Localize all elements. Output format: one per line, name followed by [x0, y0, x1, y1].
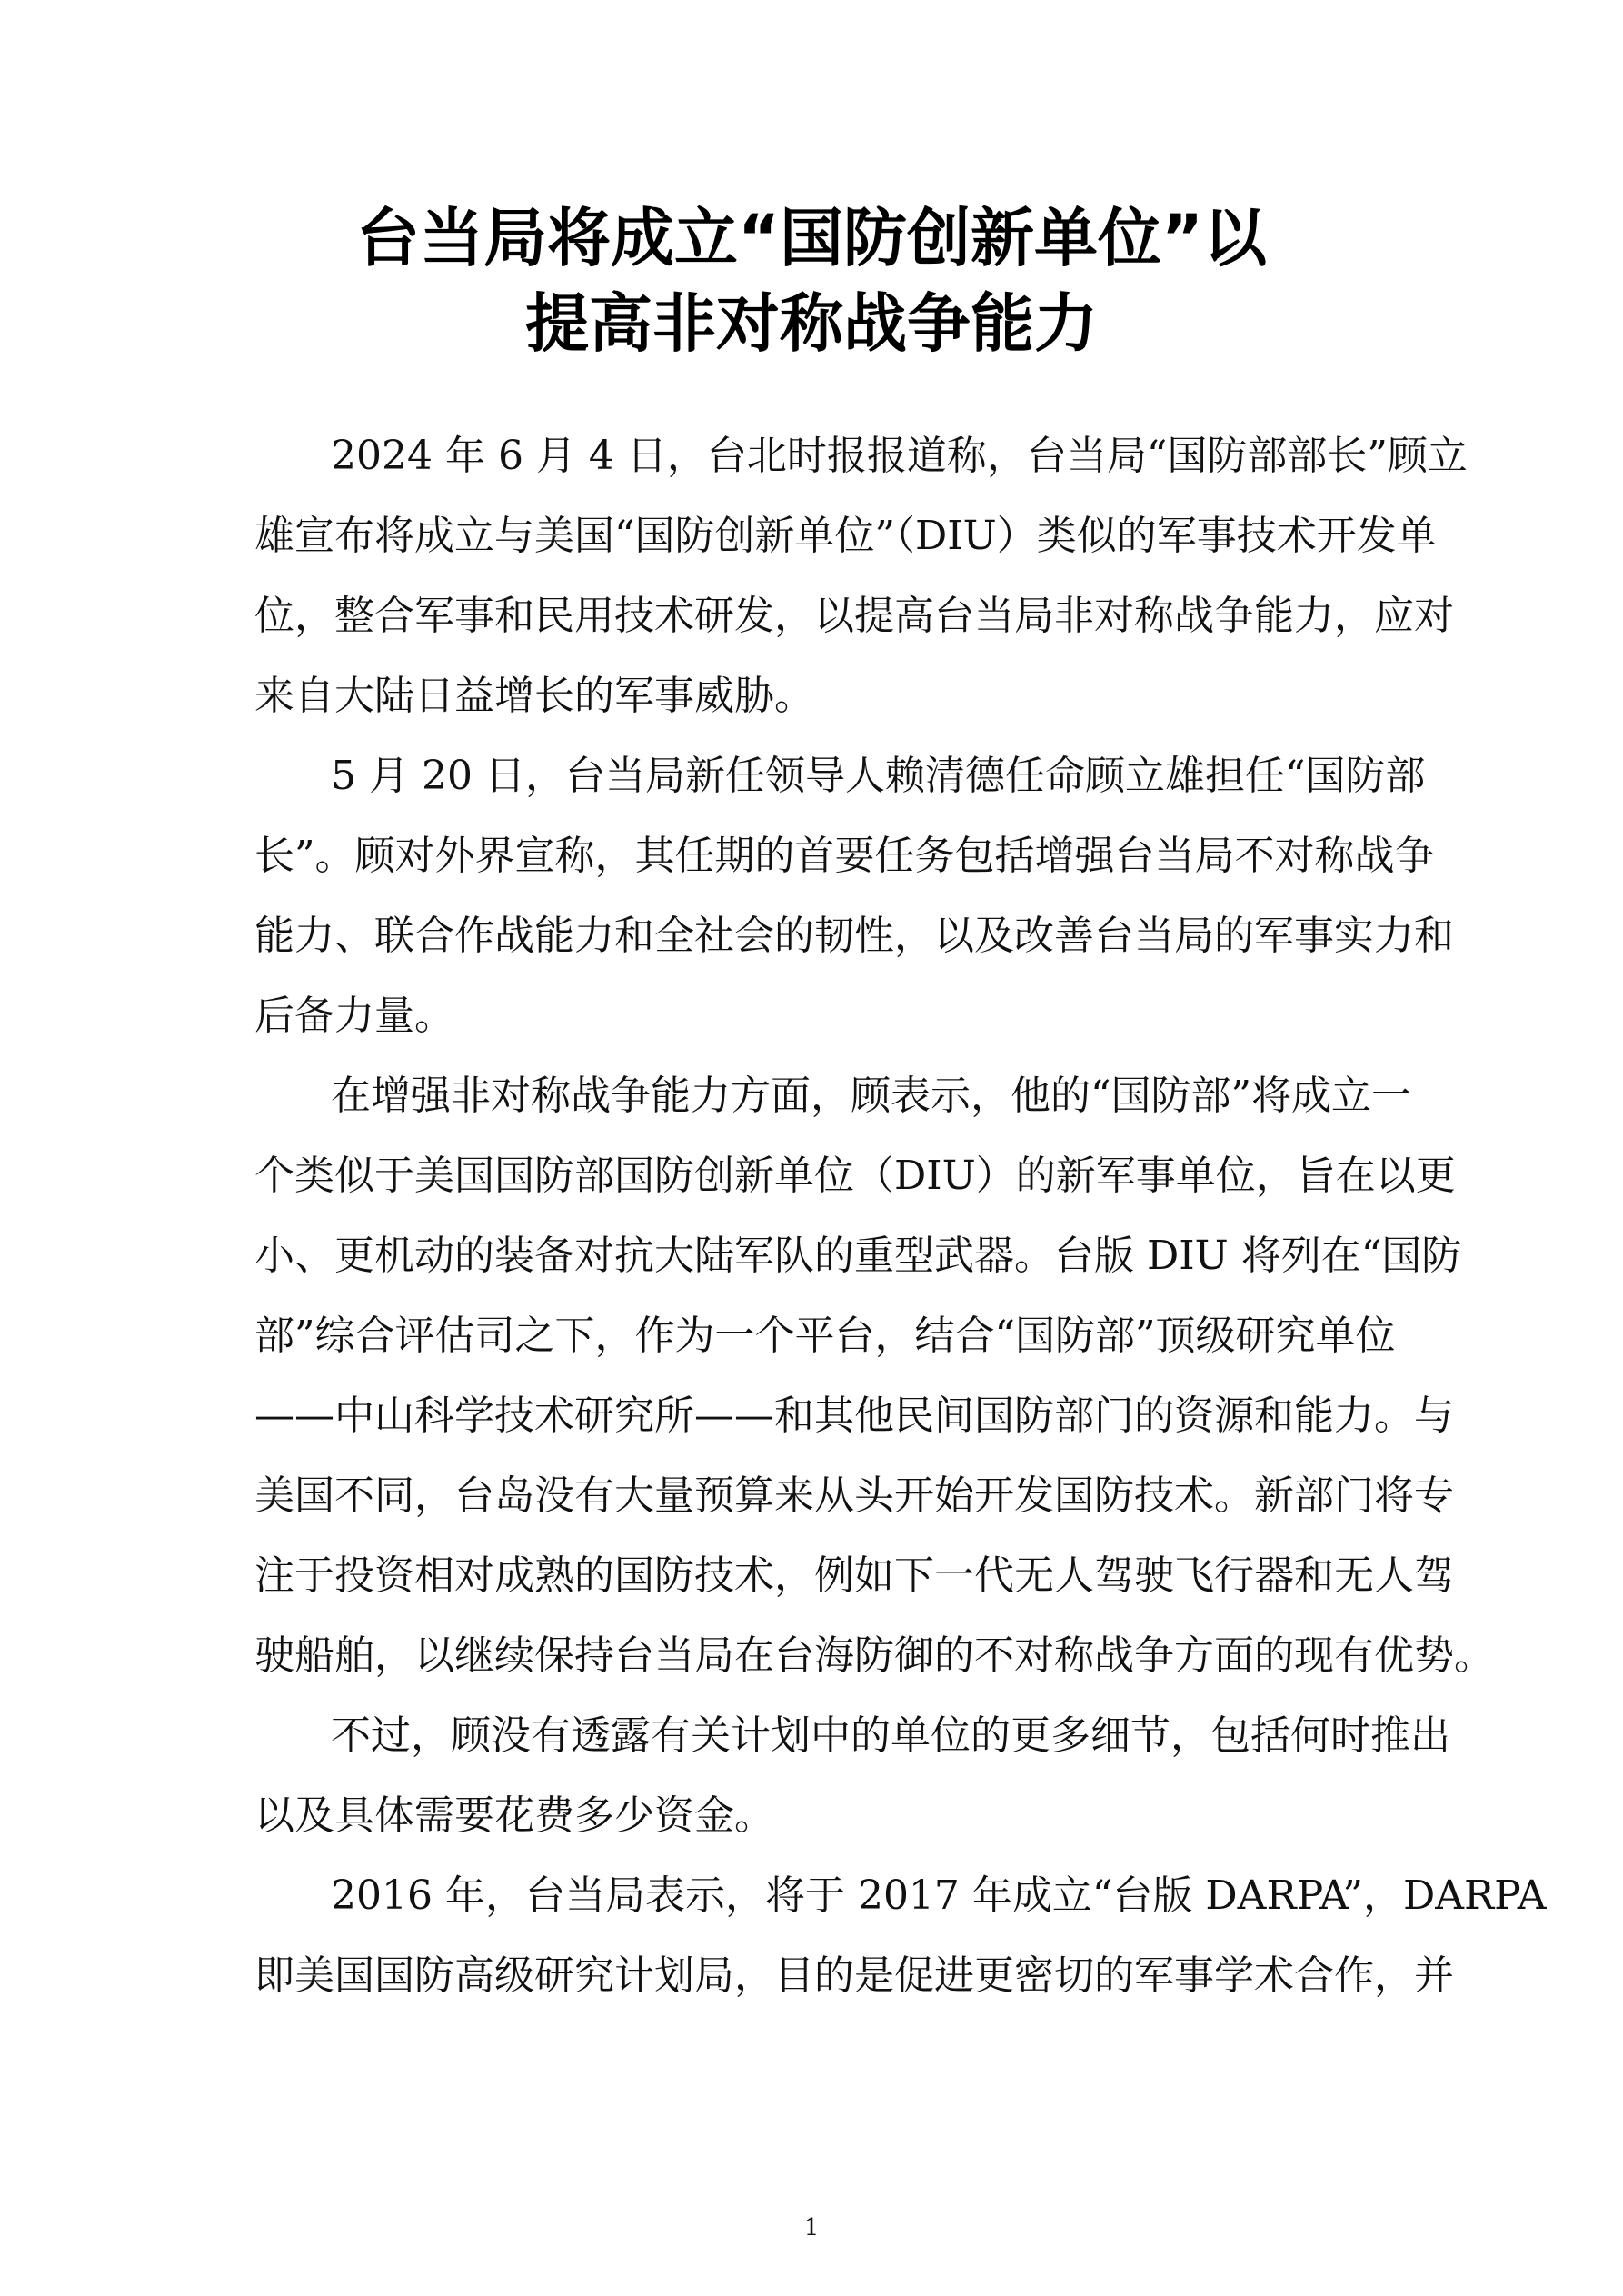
paragraph-line: 个类似于美国国防部国防创新单位（DIU）的新军事单位，旨在以更 [254, 1153, 1456, 1199]
paragraph-1 [254, 416, 1468, 736]
paragraph-line: 美国不同，台岛没有大量预算来从头开始开发国防技术。新部门将专 [254, 1472, 1454, 1519]
paragraph-line: 小、更机动的装备对抗大陆军队的重型武器。台版 DIU 将列在“国防 [254, 1233, 1462, 1279]
paragraph-line: 来自大陆日益增长的军事威胁。 [254, 673, 814, 719]
document-body [254, 416, 1547, 2016]
paragraph-5 [254, 1856, 1547, 2016]
paragraph-line: 2024 年 6 月 4 日，台北时报报道称，台当局“国防部部长”顾立 [331, 433, 1468, 479]
paragraph-line: 注于投资相对成熟的国防技术，例如下一代无人驾驶飞行器和无人驾 [254, 1552, 1454, 1599]
paragraph-line: 不过，顾没有透露有关计划中的单位的更多细节，包括何时推出 [331, 1712, 1450, 1759]
paragraph-line: 以及具体需要花费多少资金。 [254, 1792, 774, 1839]
paragraph-4 [254, 1696, 1450, 1856]
paragraph-line: 能力、联合作战能力和全社会的韧性，以及改善台当局的军事实力和 [254, 913, 1454, 959]
document-title-line-1: 台当局将成立“国防创新单位”以 [355, 201, 1267, 275]
paragraph-line: 驶船舶，以继续保持台当局在台海防御的不对称战争方面的现有优势。 [254, 1632, 1494, 1679]
paragraph-line: 2016 年，台当局表示，将于 2017 年成立“台版 DARPA”，DARPA [331, 1872, 1547, 1919]
paragraph-line: 5 月 20 日，台当局新任领导人赖清德任命顾立雄担任“国防部 [331, 753, 1426, 799]
paragraph-line: 雄宣布将成立与美国“国防创新单位”（DIU）类似的军事技术开发单 [254, 513, 1437, 559]
document-title-line-2: 提高非对称战争能力 [525, 286, 1098, 361]
paragraph-3 [254, 1056, 1494, 1696]
paragraph-line: 长”。顾对外界宣称，其任期的首要任务包括增强台当局不对称战争 [254, 833, 1435, 879]
paragraph-line: ——中山科学技术研究所——和其他民间国防部门的资源和能力。与 [254, 1393, 1454, 1439]
paragraph-line: 在增强非对称战争能力方面，顾表示，他的“国防部”将成立一 [331, 1073, 1411, 1119]
paragraph-2 [254, 736, 1454, 1056]
page-number: 1 [803, 2214, 820, 2241]
paragraph-line: 部”综合评估司之下，作为一个平台，结合“国防部”顶级研究单位 [254, 1313, 1396, 1359]
paragraph-line: 即美国国防高级研究计划局，目的是促进更密切的军事学术合作，并 [254, 1952, 1454, 1999]
paragraph-line: 后备力量。 [254, 993, 454, 1039]
paragraph-line: 位，整合军事和民用技术研发，以提高台当局非对称战争能力，应对 [254, 593, 1454, 639]
